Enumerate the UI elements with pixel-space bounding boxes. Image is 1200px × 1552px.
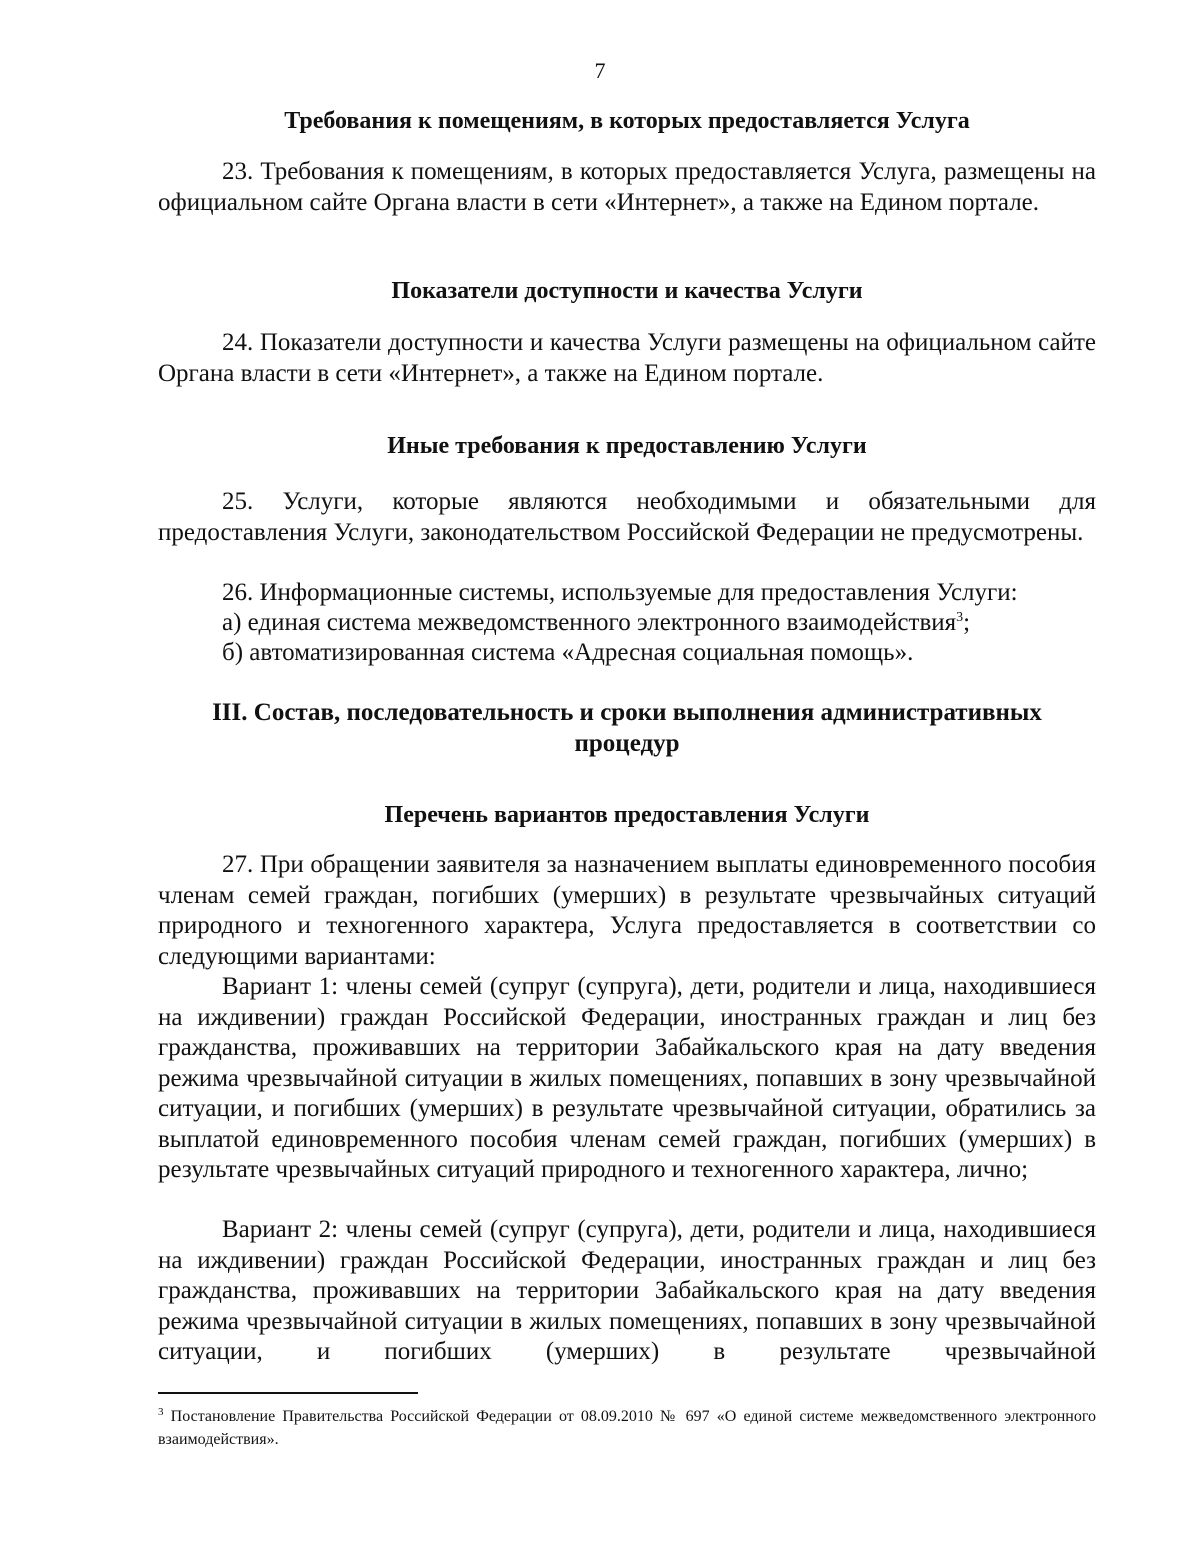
chapter-heading: III. Состав, последовательность и сроки выполнения административных процедур — [212, 699, 1042, 757]
page-number: 7 — [594, 58, 606, 83]
section-heading-premises: Требования к помещениям, в которых предоставляется Услуга — [284, 108, 970, 134]
paragraph-26a — [222, 608, 1096, 639]
paragraph-26a-end: ; — [963, 609, 971, 636]
paragraph-24: 24. Показатели доступности и качества Услуги размещены на официальном сайте Органа власти в сети «Интернет», а также на Едином портале. — [158, 329, 1096, 387]
variant-1: Вариант 1: члены семей (супруг (супруга), дети, родители и лица, находившиеся на иждивении) граждан Российской Федерации, иностранных граждан и лиц без гражданства, проживавших на территории Забайкальского края на дату введения режима чрезвычайной ситуации в жилых помещениях, попавших в зону чрезвычайной ситуации, и погибших (умерших) в результате чрезвычайной ситуации, обратились за выплатой единовременного пособия членам семей граждан, погибших (умерших) в результате чрезвычайных ситуаций природного и техногенного характера, лично; — [158, 973, 1096, 1183]
paragraph-26b: б) автоматизированная система «Адресная социальная помощь». — [222, 639, 914, 666]
paragraph-26a-text: а) единая система межведомственного электронного взаимодействия — [222, 609, 957, 636]
footnote-divider — [158, 1392, 418, 1394]
paragraph-27: 27. При обращении заявителя за назначением выплаты единовременного пособия членам семей граждан, погибших (умерших) в результате чрезвычайных ситуаций природного и техногенного характера, Услуга предоставляется в соответствии со следующими вариантами: — [158, 851, 1096, 970]
paragraph-23: 23. Требования к помещениям, в которых предоставляется Услуга, размещены на официальном сайте Органа власти в сети «Интернет», а также на Едином портале. — [158, 158, 1096, 216]
section-heading-variants: Перечень вариантов предоставления Услуги — [384, 802, 870, 828]
footnote-text: Постановление Правительства Российской Федерации от 08.09.2010 № 697 «О единой системе межведомственного электронного взаимодействия». — [158, 1408, 1096, 1448]
section-heading-other-requirements: Иные требования к предоставлению Услуги — [387, 433, 867, 459]
variant-2: Вариант 2: члены семей (супруг (супруга), дети, родители и лица, находившиеся на иждивении) граждан Российской Федерации, иностранных граждан и лиц без гражданства, проживавших на территории Забайкальского края на дату введения режима чрезвычайной ситуации в жилых помещениях, попавших в зону чрезвычайной ситуации, и погибших (умерших) в результате чрезвычайной — [158, 1216, 1096, 1365]
footnote-marker: 3 — [158, 1406, 164, 1418]
section-heading-quality: Показатели доступности и качества Услуги — [391, 278, 863, 304]
footnote-reference: 3 — [956, 610, 964, 625]
paragraph-25: 25. Услуги, которые являются необходимыми и обязательными для предоставления Услуги, законодательством Российской Федерации не предусмотрены. — [158, 488, 1096, 546]
paragraph-26: 26. Информационные системы, используемые для предоставления Услуги: — [222, 579, 1018, 606]
footnote — [158, 1405, 1096, 1451]
